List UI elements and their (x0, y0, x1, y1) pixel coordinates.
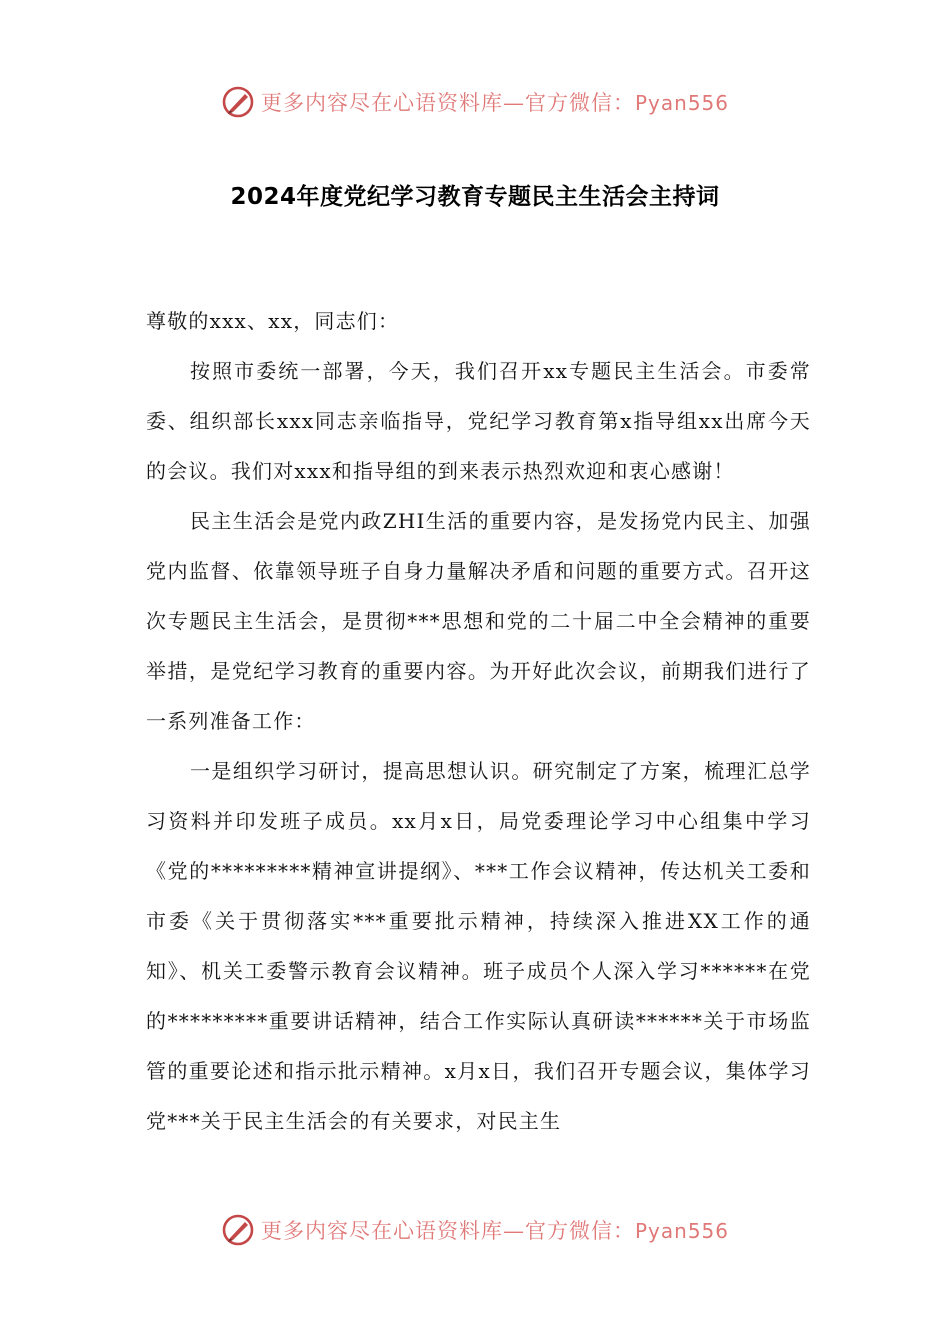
watermark-banner-top (0, 82, 950, 122)
pen-circle-logo-icon (221, 85, 255, 119)
salutation: 尊敬的xxx、xx，同志们： (146, 309, 400, 333)
watermark-banner-bottom (0, 1210, 950, 1250)
watermark-text-cn: 更多内容尽在心语资料库—官方微信： (260, 1219, 635, 1243)
document-title: 2024年度党纪学习教育专题民主生活会主持词 (230, 184, 720, 210)
watermark-text (261, 87, 729, 117)
pen-circle-logo-icon (221, 1213, 255, 1247)
watermark-text-cn: 更多内容尽在心语资料库—官方微信： (260, 91, 635, 115)
document-body (146, 296, 811, 1146)
paragraph-2: 民主生活会是党内政ZHI生活的重要内容，是发扬党内民主、加强党内监督、依靠领导班子自身力量解决矛盾和问题的重要方式。召开这次专题民主生活会，是贯彻***思想和党的二十届二中全会精神的重要举措，是党纪学习教育的重要内容。为开好此次会议，前期我们进行了一系列准备工作： (146, 509, 811, 733)
paragraph-3: 一是组织学习研讨，提高思想认识。研究制定了方案，梳理汇总学习资料并印发班子成员。xx月x日，局党委理论学习中心组集中学习《党的*********精神宣讲提纲》、***工作会议精神，传达机关工委和市委《关于贯彻落实***重要批示精神，持续深入推进XX工作的通知》、机关工委警示教育会议精神。班子成员个人深入学习******在党的*********重要讲话精神，结合工作实际认真研读******关于市场监管的重要论述和指示批示精神。x月x日，我们召开专题会议，集体学习党***关于民主生活会的有关要求，对民主生 (146, 759, 811, 1133)
watermark-wechat-id: Pyan556 (634, 91, 729, 115)
watermark-wechat-id: Pyan556 (634, 1219, 729, 1243)
watermark-text (261, 1215, 729, 1245)
paragraph-1: 按照市委统一部署，今天，我们召开xx专题民主生活会。市委常委、组织部长xxx同志亲临指导，党纪学习教育第x指导组xx出席今天的会议。我们对xxx和指导组的到来表示热烈欢迎和衷心感谢！ (146, 359, 811, 483)
